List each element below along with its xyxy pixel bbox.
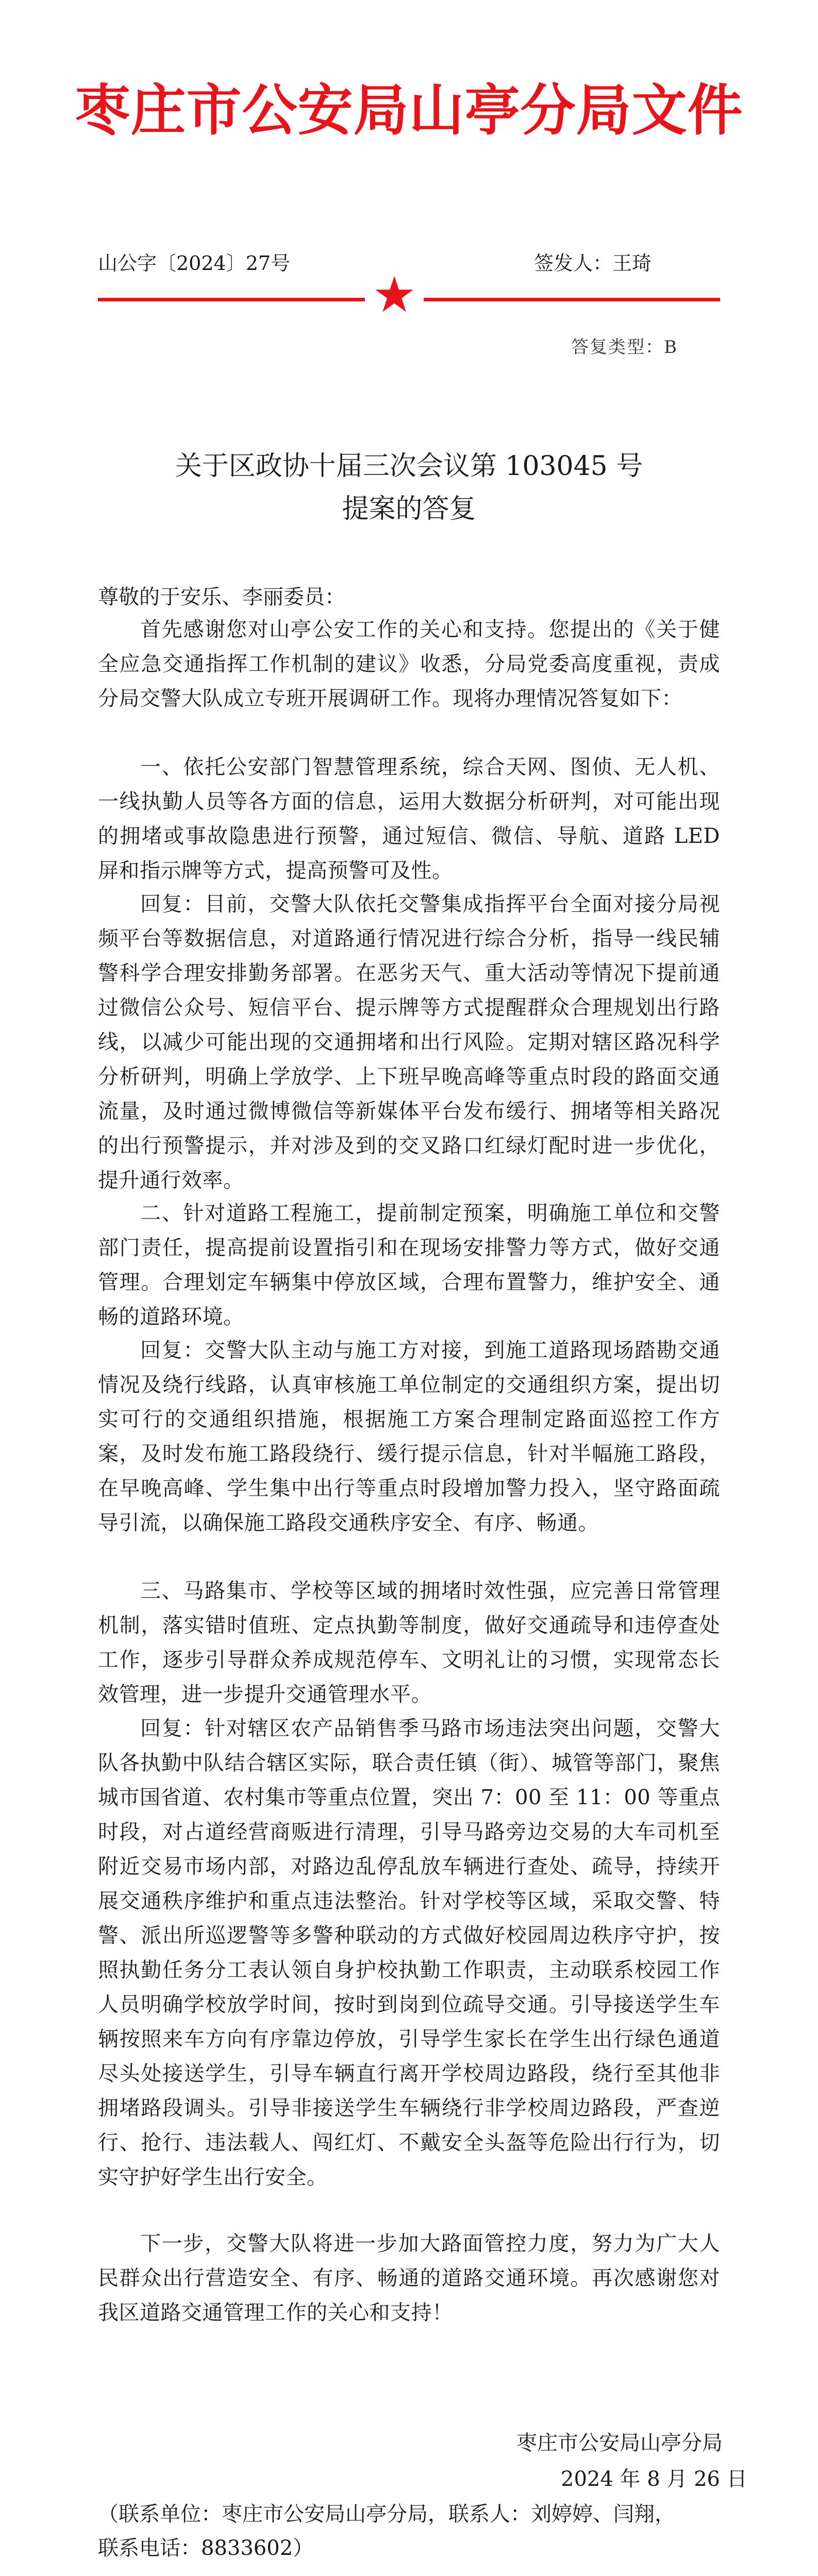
doc-title-line-1: 关于区政协十届三次会议第 103045 号 [175, 451, 643, 482]
paragraph-intro: 首先感谢您对山亭公安工作的关心和支持。您提出的《关于健全应急交通指挥工作机制的建议》收悉，分局党委高度重视，责成分局交警大队成立专班开展调研工作。现将办理情况答复如下： [98, 618, 720, 710]
paragraph-reply-3: 回复：针对辖区农产品销售季马路市场违法突出问题，交警大队各执勤中队结合辖区实际，联合责任镇（街）、城管等部门，聚焦城市国省道、农村集市等重点位置，突出 7：00 至 11：00 等重点时段，对占道经营商贩进行清理，引导马路旁边交易的大车司机至附近交易市场内部，对路边乱停乱放车辆进行查处、疏导，持续开展交通秩序维护和重点违法整治。针对学校等区域，采取交警、特警、派出所巡逻警等多警种联动的方式做好校园周边秩序守护，按照执勤任务分工表认领自身护校执勤工作职责，主动联系校园工作人员明确学校放学时间，按时到岗到位疏导交通。引导接送学生车辆按照来车方向有序靠边停放，引导学生家长在学生出行绿色通道尽头处接送学生，引导车辆直行离开学校周边路段，绕行至其他非拥堵路段调头。引导非接送学生车辆绕行非学校周边路段，严查逆行、抢行、违法载人、闯红灯、不戴安全头盔等危险出行行为，切实守护好学生出行安全。 [98, 1717, 720, 2189]
doc-title-line-2: 提案的答复 [342, 494, 476, 524]
paragraph-item-1: 一、依托公安部门智慧管理系统，综合天网、图侦、无人机、一线执勤人员等各方面的信息，运用大数据分析研判，对可能出现的拥堵或事故隐患进行预警，通过短信、微信、导航、道路 LED 屏和指示牌等方式，提高预警可及性。 [98, 755, 720, 883]
paragraph-item-3: 三、马路集市、学校等区域的拥堵时效性强，应完善日常管理机制，落实错时值班、定点执勤等制度，做好交通疏导和违停查处工作，逐步引导群众养成规范停车、文明礼让的习惯，实现常态长效管理，进一步提升交通管理水平。 [98, 1579, 720, 1706]
signature-org: 枣庄市公安局山亭分局 [516, 2431, 723, 2455]
salutation: 尊敬的于安乐、李丽委员： [98, 585, 345, 609]
paragraph-item-2: 二、针对道路工程施工，提前制定预案，明确施工单位和交警部门责任，提高提前设置指引和在现场安排警力等方式，做好交通管理。合理划定车辆集中停放区域，合理布置警力，维护安全、通畅的道路环境。 [98, 1201, 720, 1329]
contact-line-2: 联系电话：8833602） [98, 2536, 314, 2560]
red-star-icon: ★ [372, 266, 417, 324]
paragraph-reply-2: 回复：交警大队主动与施工方对接，到施工道路现场踏勘交通情况及绕行线路，认真审核施工单位制定的交通组织方案，提出切实可行的交通组织措施，根据施工方案合理制定路面巡控工作方案，及时发布施工路段绕行、缓行提示信息，针对半幅施工路段，在早晚高峰、学生集中出行等重点时段增加警力投入，坚守路面疏导引流，以确保施工路段交通秩序安全、有序、畅通。 [98, 1338, 720, 1535]
document-header-title: 枣庄市公安局山亭分局文件 [75, 79, 743, 143]
signature-date: 2024 年 8 月 26 日 [561, 2467, 747, 2491]
paragraph-reply-1: 回复：目前，交警大队依托交警集成指挥平台全面对接分局视频平台等数据信息，对道路通行情况进行综合分析，指导一线民辅警科学合理安排勤务部署。在恶劣天气、重大活动等情况下提前通过微信公众号、短信平台、提示牌等方式提醒群众合理规划出行路线，以减少可能出现的交通拥堵和出行风险。定期对辖区路况科学分析研判，明确上学放学、上下班早晚高峰等重点时段的路面交通流量，及时通过微博微信等新媒体平台发布缓行、拥堵等相关路况的出行预警提示，并对涉及到的交叉路口红绿灯配时进一步优化，提升通行效率。 [98, 892, 720, 1192]
signer: 签发人：王琦 [534, 252, 652, 275]
contact-line-1: （联系单位：枣庄市公安局山亭分局，联系人：刘婷婷、闫翔， [98, 2502, 675, 2526]
paragraph-closing: 下一步，交警大队将进一步加大路面管控力度，努力为广大人民群众出行营造安全、有序、畅通的道路交通环境。再次感谢您对我区道路交通管理工作的关心和支持！ [98, 2232, 720, 2325]
document-number: 山公字〔2024〕27号 [98, 252, 291, 275]
red-divider-left [98, 298, 365, 301]
red-divider-right [424, 298, 720, 301]
reply-type: 答复类型：B [571, 337, 678, 358]
